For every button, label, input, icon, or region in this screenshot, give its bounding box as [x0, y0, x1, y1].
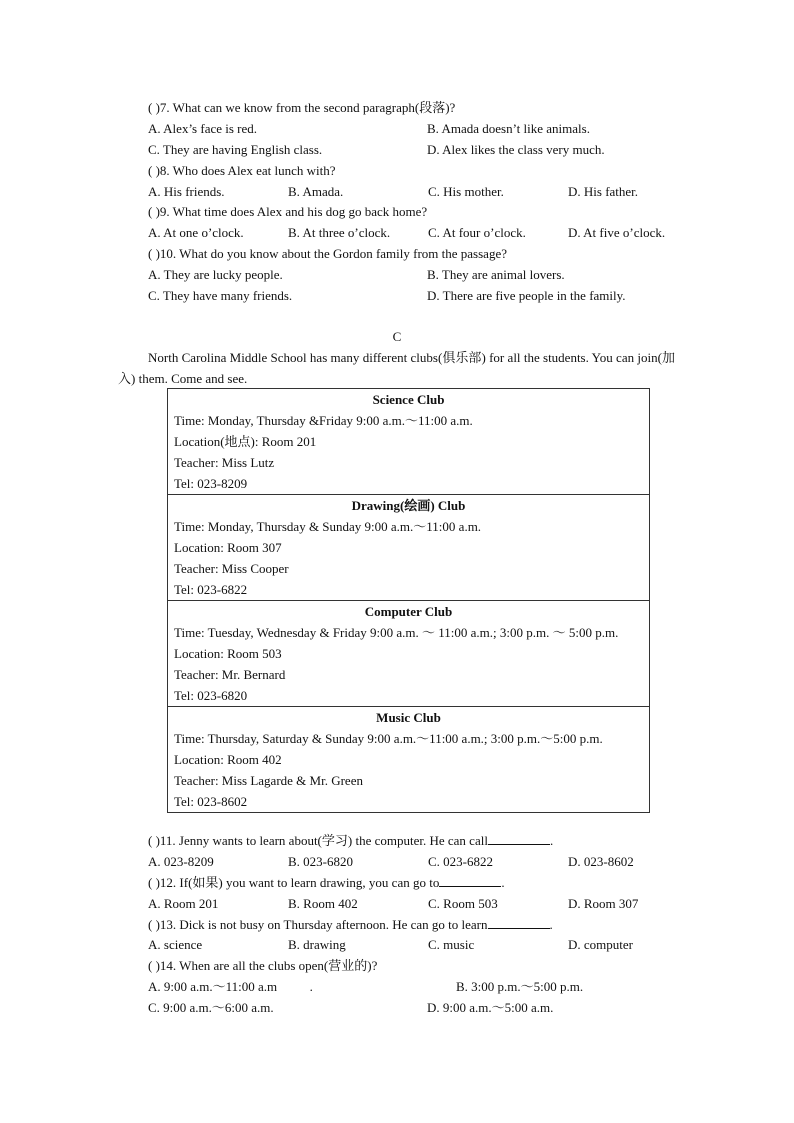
option-b: B. Amada doesn’t like animals.	[427, 121, 590, 136]
option-c: C. Room 503	[428, 896, 498, 911]
option-d: D. There are five people in the family.	[427, 288, 626, 303]
answer-blank	[488, 915, 550, 929]
option-d: D. Alex likes the class very much.	[427, 142, 605, 157]
question-stem: ( )8. Who does Alex eat lunch with?	[148, 163, 336, 178]
option-c: C. At four o’clock.	[428, 225, 526, 240]
club-tel: Tel: 023-6820	[174, 688, 248, 703]
answer-blank	[439, 873, 501, 887]
option-c: C. 9:00 a.m.～6:00 a.m.	[148, 1000, 274, 1015]
club-teacher: Teacher: Mr. Bernard	[174, 667, 286, 682]
option-d: D. Room 307	[568, 896, 639, 911]
club-location: Location: Room 307	[174, 540, 282, 555]
option-b: B. 023-6820	[288, 854, 353, 869]
club-science	[168, 389, 650, 495]
option-d: D. 9:00 a.m.～5:00 a.m.	[427, 1000, 554, 1015]
question-stem: ( )11. Jenny wants to learn about(学习) the computer. He can call	[148, 833, 488, 848]
question-stem: ( )9. What time does Alex and his dog go back home?	[148, 204, 428, 219]
option-b: B. Room 402	[288, 896, 358, 911]
question-stem: ( )13. Dick is not busy on Thursday afternoon. He can go to learn	[148, 917, 488, 932]
option-b: B. Amada.	[288, 184, 344, 199]
question-stem: ( )10. What do you know about the Gordon family from the passage?	[148, 246, 507, 261]
club-name: Music Club	[376, 710, 441, 725]
club-teacher: Teacher: Miss Lutz	[174, 455, 275, 470]
club-tel: Tel: 023-6822	[174, 582, 248, 597]
section-heading: C	[392, 329, 402, 344]
question-end: .	[549, 833, 554, 848]
club-name: Computer Club	[364, 604, 453, 619]
option-a: A. 023-8209	[148, 854, 214, 869]
option-b: B. They are animal lovers.	[427, 267, 565, 282]
club-tel: Tel: 023-8209	[174, 476, 248, 491]
club-location: Location(地点): Room 201	[174, 434, 317, 449]
option-a: A. They are lucky people.	[148, 267, 283, 282]
club-name: Science Club	[372, 392, 445, 407]
club-time: Time: Thursday, Saturday & Sunday 9:00 a.m.～11:00 a.m.; 3:00 p.m.～5:00 p.m.	[174, 731, 603, 746]
club-time: Time: Monday, Thursday & Sunday 9:00 a.m.～11:00 a.m.	[174, 519, 482, 534]
option-a: A. Room 201	[148, 896, 219, 911]
option-c: C. His mother.	[428, 184, 504, 199]
option-a: A. 9:00 a.m.～11:00 a.m .	[148, 979, 313, 994]
option-d: D. computer	[568, 937, 633, 952]
option-d: D. His father.	[568, 184, 639, 199]
option-b: B. drawing	[288, 937, 346, 952]
clubs-table	[167, 388, 650, 813]
club-computer	[168, 601, 650, 707]
option-c: C. They have many friends.	[148, 288, 293, 303]
question-end: .	[549, 917, 553, 932]
club-location: Location: Room 503	[174, 646, 282, 661]
question-stem: ( )14. When are all the clubs open(营业的)?	[148, 958, 378, 973]
club-time: Time: Monday, Thursday &Friday 9:00 a.m.～11:00 a.m.	[174, 413, 473, 428]
club-tel: Tel: 023-8602	[174, 794, 248, 809]
question-end: .	[501, 875, 505, 890]
option-a: A. At one o’clock.	[148, 225, 244, 240]
question-stem: ( )7. What can we know from the second paragraph(段落)?	[148, 100, 456, 115]
intro-paragraph: North Carolina Middle School has many different clubs(俱乐部) for all the students. You can join(加入) them. Come and see.	[118, 350, 675, 386]
option-b: B. At three o’clock.	[288, 225, 391, 240]
club-teacher: Teacher: Miss Cooper	[174, 561, 289, 576]
club-teacher: Teacher: Miss Lagarde & Mr. Green	[174, 773, 363, 788]
club-time: Time: Tuesday, Wednesday & Friday 9:00 a.m. ～ 11:00 a.m.; 3:00 p.m. ～ 5:00 p.m.	[174, 625, 619, 640]
option-c: C. music	[428, 937, 475, 952]
answer-blank	[488, 831, 550, 845]
option-c: C. 023-6822	[428, 854, 493, 869]
club-name: Drawing(绘画) Club	[351, 498, 466, 513]
option-b: B. 3:00 p.m.～5:00 p.m.	[456, 979, 584, 994]
question-stem: ( )12. If(如果) you want to learn drawing, you can go to	[148, 875, 440, 890]
option-a: A. science	[148, 937, 203, 952]
club-music	[168, 707, 650, 813]
club-location: Location: Room 402	[174, 752, 282, 767]
option-a: A. Alex’s face is red.	[148, 121, 258, 136]
option-a: A. His friends.	[148, 184, 225, 199]
option-d: D. At five o’clock.	[568, 225, 666, 240]
option-d: D. 023-8602	[568, 854, 634, 869]
club-drawing	[168, 495, 650, 601]
option-c: C. They are having English class.	[148, 142, 323, 157]
